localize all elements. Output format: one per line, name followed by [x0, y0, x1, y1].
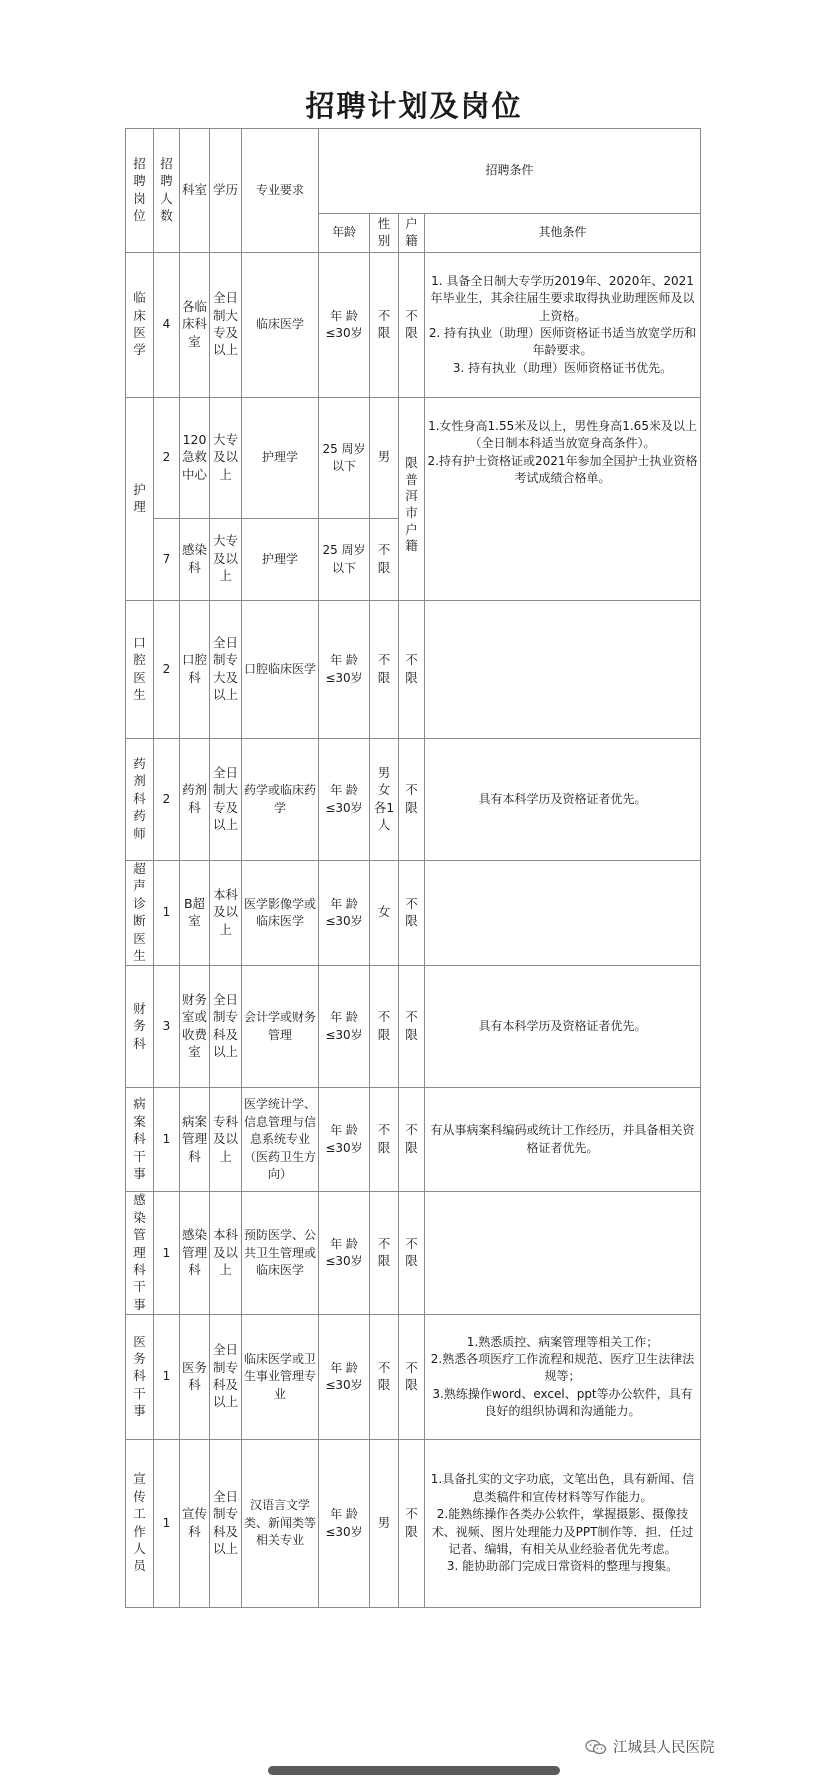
- cell-gender: 不限: [370, 1192, 399, 1315]
- cell-edu: 大专及以上: [210, 398, 242, 519]
- header-gender: 性别: [370, 214, 399, 253]
- table-row: [126, 1440, 701, 1608]
- cell-hukou: 不限: [399, 1088, 425, 1192]
- cell-dept: 各临床科室: [180, 253, 210, 398]
- cell-edu: 大专及以上: [210, 519, 242, 601]
- home-indicator[interactable]: [268, 1766, 560, 1775]
- cell-gender: 不限: [370, 519, 399, 601]
- cell-gender: 不限: [370, 966, 399, 1088]
- cell-hukou: 不限: [399, 1440, 425, 1608]
- cell-hukou: 不限: [399, 861, 425, 966]
- page-title: 招聘计划及岗位: [305, 89, 523, 123]
- cell-dept: 口腔科: [180, 601, 210, 739]
- cell-count: 2: [154, 398, 180, 519]
- cell-gender: 不限: [370, 1088, 399, 1192]
- table-row: [126, 1315, 701, 1440]
- cell-major: 汉语言文学类、新闻类等相关专业: [242, 1440, 319, 1608]
- cell-dept: 病案管理科: [180, 1088, 210, 1192]
- cell-count: 1: [154, 1088, 180, 1192]
- cell-age: 25 周岁 以下: [319, 398, 370, 519]
- cell-position: 病案科干事: [126, 1088, 154, 1192]
- cell-count: 2: [154, 601, 180, 739]
- cell-dept: 120急救中心: [180, 398, 210, 519]
- cell-hukou: 不限: [399, 601, 425, 739]
- cell-position: 宣传工作人员: [126, 1440, 154, 1608]
- header-hukou: 户籍: [399, 214, 425, 253]
- cell-count: 1: [154, 861, 180, 966]
- watermark-text: 江城县人民医院: [613, 1740, 715, 1756]
- cell-dept: 感染管理科: [180, 1192, 210, 1315]
- cell-position: 药剂科药师: [126, 739, 154, 861]
- cell-other: [425, 1192, 701, 1315]
- cell-age: 年 龄 ≤30岁: [319, 601, 370, 739]
- cell-dept: 感染科: [180, 519, 210, 601]
- table-row: [126, 1088, 701, 1192]
- cell-edu: 全日制大专及以上: [210, 739, 242, 861]
- cell-edu: 本科及以上: [210, 1192, 242, 1315]
- cell-hukou: 不限: [399, 739, 425, 861]
- table-row: [126, 601, 701, 739]
- table-row: [126, 861, 701, 966]
- cell-hukou: 不限: [399, 253, 425, 398]
- cell-age: 年 龄 ≤30岁: [319, 1440, 370, 1608]
- header-dept: 科室: [180, 129, 210, 253]
- cell-age: 年 龄 ≤30岁: [319, 739, 370, 861]
- cell-other: [425, 861, 701, 966]
- cell-count: 4: [154, 253, 180, 398]
- cell-other: 1.熟悉质控、病案管理等相关工作； 2.熟悉各项医疗工作流程和规范、医疗卫生法律法规等； 3.熟练操作word、excel、ppt等办公软件，具有良好的组织协调和沟通能力。: [425, 1315, 701, 1440]
- header-count: 招聘人数: [154, 129, 180, 253]
- cell-count: 1: [154, 1192, 180, 1315]
- cell-age: 年 龄 ≤30岁: [319, 861, 370, 966]
- cell-age: 年 龄 ≤30岁: [319, 1088, 370, 1192]
- header-row: [126, 129, 701, 214]
- watermark: [585, 1736, 715, 1757]
- header-position: 招聘岗位: [126, 129, 154, 253]
- cell-other: 具有本科学历及资格证者优先。: [425, 966, 701, 1088]
- cell-other: 1.具备扎实的文字功底，文笔出色，具有新闻、信息类稿件和宣传材料等写作能力。 2.能熟练操作各类办公软件，掌握摄影、摄像技术、视频、图片处理能力及PPT制作等．担．任过记者、编辑，有相关从业经验者优先考虑。 3. 能协助部门完成日常资料的整理与搜集。: [425, 1440, 701, 1608]
- cell-age: 年 龄 ≤30岁: [319, 1315, 370, 1440]
- cell-age: 25 周岁 以下: [319, 519, 370, 601]
- header-age: 年龄: [319, 214, 370, 253]
- cell-gender: 男女各1人: [370, 739, 399, 861]
- cell-count: 1: [154, 1440, 180, 1608]
- cell-gender: 不限: [370, 601, 399, 739]
- cell-other: 有从事病案科编码或统计工作经历，并具备相关资格证者优先。: [425, 1088, 701, 1192]
- cell-hukou: 不限: [399, 1192, 425, 1315]
- cell-age: 年 龄 ≤30岁: [319, 966, 370, 1088]
- cell-position: 超声诊断医生: [126, 861, 154, 966]
- cell-major: 医学统计学、信息管理与信息系统专业（医药卫生方向）: [242, 1088, 319, 1192]
- cell-count: 2: [154, 739, 180, 861]
- table-row: [126, 739, 701, 861]
- cell-edu: 全日制专大及以上: [210, 601, 242, 739]
- cell-dept: 医务科: [180, 1315, 210, 1440]
- cell-major: 医学影像学或临床医学: [242, 861, 319, 966]
- cell-hukou: 不限: [399, 1315, 425, 1440]
- cell-position: 感染管理科干事: [126, 1192, 154, 1315]
- cell-edu: 本科及以上: [210, 861, 242, 966]
- cell-major: 预防医学、公共卫生管理或临床医学: [242, 1192, 319, 1315]
- cell-hukou: 限普洱市户籍: [399, 398, 425, 601]
- cell-count: 7: [154, 519, 180, 601]
- cell-major: 药学或临床药学: [242, 739, 319, 861]
- cell-gender: 女: [370, 861, 399, 966]
- cell-major: 临床医学: [242, 253, 319, 398]
- cell-major: 护理学: [242, 398, 319, 519]
- header-edu: 学历: [210, 129, 242, 253]
- cell-major: 会计学或财务管理: [242, 966, 319, 1088]
- cell-age: 年 龄 ≤30岁: [319, 253, 370, 398]
- cell-hukou: 不限: [399, 966, 425, 1088]
- header-other: 其他条件: [425, 214, 701, 253]
- cell-other: 具有本科学历及资格证者优先。: [425, 739, 701, 861]
- cell-gender: 不限: [370, 1315, 399, 1440]
- table-row: [126, 1192, 701, 1315]
- cell-dept: 财务室或收费室: [180, 966, 210, 1088]
- header-major: 专业要求: [242, 129, 319, 253]
- cell-position: 医务科干事: [126, 1315, 154, 1440]
- cell-position: 口腔医生: [126, 601, 154, 739]
- cell-count: 3: [154, 966, 180, 1088]
- cell-other: 1. 具备全日制大专学历2019年、2020年、2021年毕业生，其余往届生要求取得执业助理医师及以上资格。 2. 持有执业（助理）医师资格证书适当放宽学历和年龄要求。 3. 持有执业（助理）医师资格证书优先。: [425, 253, 701, 398]
- cell-edu: 全日制专科及以上: [210, 1315, 242, 1440]
- cell-dept: B超室: [180, 861, 210, 966]
- cell-count: 1: [154, 1315, 180, 1440]
- cell-dept: 宣传科: [180, 1440, 210, 1608]
- header-conditions: 招聘条件: [319, 129, 701, 214]
- table-row: [126, 966, 701, 1088]
- cell-age: 年 龄 ≤30岁: [319, 1192, 370, 1315]
- cell-edu: 全日制专科及以上: [210, 966, 242, 1088]
- table-row: [126, 398, 701, 519]
- recruitment-table: [125, 128, 701, 1608]
- wechat-icon: [585, 1739, 607, 1755]
- table-row: [126, 253, 701, 398]
- cell-dept: 药剂科: [180, 739, 210, 861]
- cell-edu: 全日制专科及以上: [210, 1440, 242, 1608]
- cell-major: 口腔临床医学: [242, 601, 319, 739]
- cell-other: [425, 601, 701, 739]
- cell-major: 临床医学或卫生事业管理专业: [242, 1315, 319, 1440]
- cell-position: 护理: [126, 398, 154, 601]
- cell-major: 护理学: [242, 519, 319, 601]
- cell-gender: 男: [370, 398, 399, 519]
- cell-position: 财务科: [126, 966, 154, 1088]
- cell-edu: 专科及以上: [210, 1088, 242, 1192]
- cell-position: 临床医学: [126, 253, 154, 398]
- cell-gender: 不限: [370, 253, 399, 398]
- cell-other: 1.女性身高1.55米及以上，男性身高1.65米及以上（全日制本科适当放宽身高条件）。 2.持有护士资格证或2021年参加全国护士执业资格考试成绩合格单。: [425, 398, 701, 601]
- cell-edu: 全日制大专及以上: [210, 253, 242, 398]
- cell-gender: 男: [370, 1440, 399, 1608]
